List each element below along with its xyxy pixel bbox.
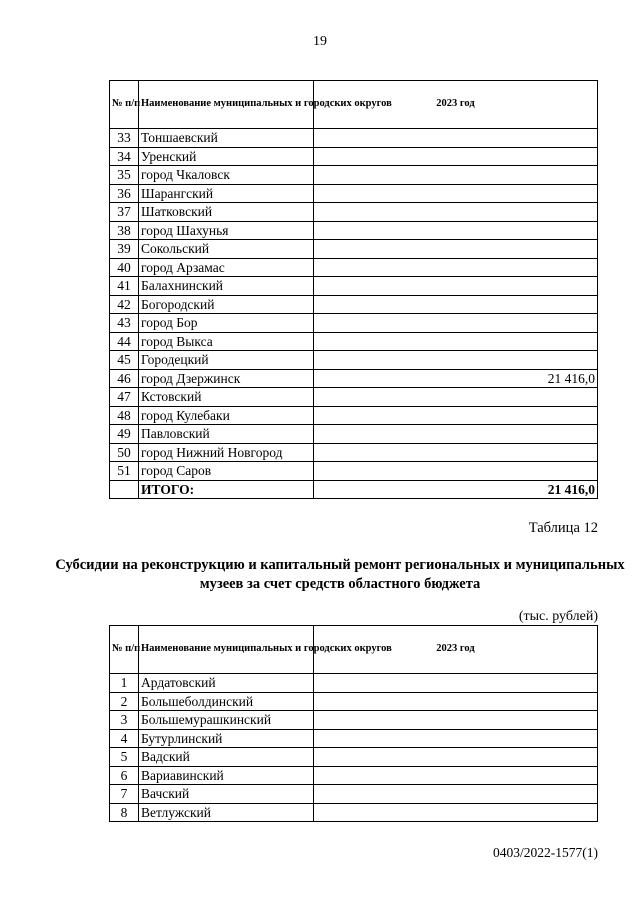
row-value bbox=[314, 203, 598, 222]
table-body bbox=[110, 674, 598, 822]
row-name: город Саров bbox=[139, 462, 314, 481]
row-number: 48 bbox=[110, 406, 139, 425]
row-name: город Шахунья bbox=[139, 221, 314, 240]
row-number: 1 bbox=[110, 674, 139, 693]
header-num: № п/п bbox=[110, 626, 139, 674]
table-row bbox=[110, 388, 598, 407]
municipal-table-1 bbox=[109, 80, 598, 499]
table-row bbox=[110, 351, 598, 370]
table-row bbox=[110, 692, 598, 711]
row-number: 35 bbox=[110, 166, 139, 185]
table-row bbox=[110, 147, 598, 166]
row-value bbox=[314, 406, 598, 425]
row-name: Бутурлинский bbox=[139, 729, 314, 748]
total-label: ИТОГО: bbox=[139, 480, 314, 499]
table-row bbox=[110, 785, 598, 804]
row-number: 33 bbox=[110, 129, 139, 148]
row-value bbox=[314, 692, 598, 711]
row-value: 21 416,0 bbox=[314, 369, 598, 388]
table-row bbox=[110, 314, 598, 333]
row-value bbox=[314, 729, 598, 748]
total-row bbox=[110, 480, 598, 499]
municipal-table-2 bbox=[109, 625, 598, 822]
row-number: 6 bbox=[110, 766, 139, 785]
row-number: 3 bbox=[110, 711, 139, 730]
row-name: Тоншаевский bbox=[139, 129, 314, 148]
row-name: Шарангский bbox=[139, 184, 314, 203]
row-value bbox=[314, 258, 598, 277]
row-name: город Арзамас bbox=[139, 258, 314, 277]
table-body bbox=[110, 129, 598, 499]
table-row bbox=[110, 258, 598, 277]
row-value bbox=[314, 674, 598, 693]
row-number: 43 bbox=[110, 314, 139, 333]
row-name: город Бор bbox=[139, 314, 314, 333]
row-number: 34 bbox=[110, 147, 139, 166]
table-row bbox=[110, 203, 598, 222]
row-number: 4 bbox=[110, 729, 139, 748]
table-row bbox=[110, 462, 598, 481]
header-name: Наименование муниципальных и городских округов bbox=[139, 81, 314, 129]
row-number: 45 bbox=[110, 351, 139, 370]
row-number: 46 bbox=[110, 369, 139, 388]
header-year: 2023 год bbox=[314, 626, 598, 674]
total-value: 21 416,0 bbox=[314, 480, 598, 499]
table-row bbox=[110, 221, 598, 240]
row-number: 37 bbox=[110, 203, 139, 222]
table-header-row bbox=[110, 81, 598, 129]
header-name: Наименование муниципальных и городских округов bbox=[139, 626, 314, 674]
row-number: 7 bbox=[110, 785, 139, 804]
row-name: Городецкий bbox=[139, 351, 314, 370]
row-number: 41 bbox=[110, 277, 139, 296]
row-name: Шатковский bbox=[139, 203, 314, 222]
table-row bbox=[110, 443, 598, 462]
row-value bbox=[314, 184, 598, 203]
row-number: 50 bbox=[110, 443, 139, 462]
row-name: Вачский bbox=[139, 785, 314, 804]
row-number: 44 bbox=[110, 332, 139, 351]
row-value bbox=[314, 748, 598, 767]
table-row bbox=[110, 748, 598, 767]
table-row bbox=[110, 803, 598, 822]
table-title: Субсидии на реконструкцию и капитальный ремонт региональных и муниципальных музеев за счет средств областного бюджета bbox=[55, 557, 625, 592]
row-number: 47 bbox=[110, 388, 139, 407]
table-row bbox=[110, 766, 598, 785]
row-value bbox=[314, 295, 598, 314]
document-code: 0403/2022-1577(1) bbox=[493, 845, 598, 860]
row-name: город Дзержинск bbox=[139, 369, 314, 388]
row-number: 8 bbox=[110, 803, 139, 822]
table-header-row bbox=[110, 626, 598, 674]
row-name: город Чкаловск bbox=[139, 166, 314, 185]
table-row bbox=[110, 369, 598, 388]
table-row bbox=[110, 711, 598, 730]
row-number: 2 bbox=[110, 692, 139, 711]
row-number: 5 bbox=[110, 748, 139, 767]
row-value bbox=[314, 166, 598, 185]
row-value bbox=[314, 221, 598, 240]
header-num: № п/п bbox=[110, 81, 139, 129]
header-year: 2023 год bbox=[314, 81, 598, 129]
row-name: Вариавинский bbox=[139, 766, 314, 785]
row-name: Ардатовский bbox=[139, 674, 314, 693]
row-value bbox=[314, 425, 598, 444]
row-name: Павловский bbox=[139, 425, 314, 444]
row-value bbox=[314, 332, 598, 351]
table-row bbox=[110, 332, 598, 351]
row-name: Кстовский bbox=[139, 388, 314, 407]
row-value bbox=[314, 803, 598, 822]
table-label: Таблица 12 bbox=[528, 520, 598, 536]
row-value bbox=[314, 147, 598, 166]
row-name: город Выкса bbox=[139, 332, 314, 351]
row-number: 51 bbox=[110, 462, 139, 481]
row-value bbox=[314, 129, 598, 148]
row-number: 49 bbox=[110, 425, 139, 444]
row-name: город Нижний Новгород bbox=[139, 443, 314, 462]
table-row bbox=[110, 184, 598, 203]
row-name: Сокольский bbox=[139, 240, 314, 259]
row-value bbox=[314, 766, 598, 785]
row-number: 38 bbox=[110, 221, 139, 240]
table-row bbox=[110, 425, 598, 444]
row-name: Балахнинский bbox=[139, 277, 314, 296]
row-name: город Кулебаки bbox=[139, 406, 314, 425]
table-row bbox=[110, 674, 598, 693]
table-row bbox=[110, 277, 598, 296]
total-empty-cell bbox=[110, 480, 139, 499]
table-row bbox=[110, 166, 598, 185]
row-value bbox=[314, 240, 598, 259]
row-name: Уренский bbox=[139, 147, 314, 166]
row-value bbox=[314, 462, 598, 481]
row-number: 39 bbox=[110, 240, 139, 259]
row-value bbox=[314, 314, 598, 333]
row-value bbox=[314, 351, 598, 370]
table-row bbox=[110, 295, 598, 314]
row-value bbox=[314, 711, 598, 730]
row-value bbox=[314, 785, 598, 804]
row-number: 42 bbox=[110, 295, 139, 314]
row-name: Большемурашкинский bbox=[139, 711, 314, 730]
units-label: (тыс. рублей) bbox=[518, 609, 598, 624]
row-name: Вадский bbox=[139, 748, 314, 767]
row-number: 36 bbox=[110, 184, 139, 203]
row-name: Богородский bbox=[139, 295, 314, 314]
table-row bbox=[110, 129, 598, 148]
row-value bbox=[314, 388, 598, 407]
table-row bbox=[110, 406, 598, 425]
table-row bbox=[110, 240, 598, 259]
row-value bbox=[314, 443, 598, 462]
page-number: 19 bbox=[313, 34, 327, 49]
row-name: Ветлужский bbox=[139, 803, 314, 822]
table-row bbox=[110, 729, 598, 748]
row-name: Большеболдинский bbox=[139, 692, 314, 711]
row-number: 40 bbox=[110, 258, 139, 277]
row-value bbox=[314, 277, 598, 296]
